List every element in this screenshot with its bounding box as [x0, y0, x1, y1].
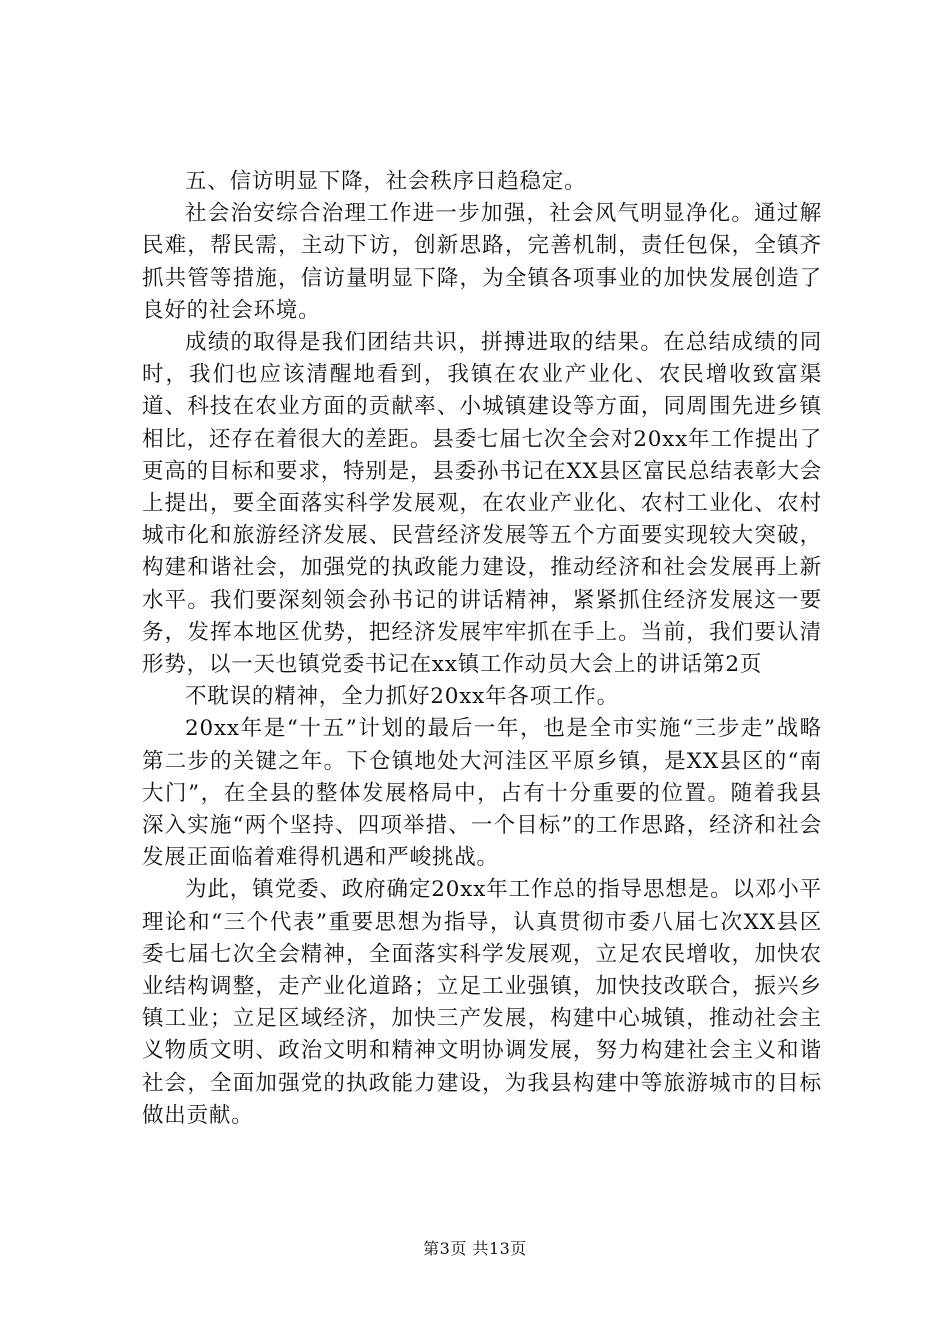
paragraph: 20xx年是“十五”计划的最后一年，也是全市实施“三步走”战略第二步的关键之年。下仓镇地处大河洼区平原乡镇，是XX县区的“南大门”，在全县的整体发展格局中，占有十分重要的位置。随着我县深入实施“两个坚持、四项举措、一个目标”的工作思路，经济和社会发展正面临着难得机遇和严峻挑战。: [142, 716, 822, 871]
paragraph: 成绩的取得是我们团结共识，拼搏进取的结果。在总结成绩的同时，我们也应该清醒地看到，我镇在农业产业化、农民增收致富渠道、科技在农业方面的贡献率、小城镇建设等方面，同周围先进乡镇相比，还存在着很大的差距。县委七届七次全会对20xx年工作提出了更高的目标和要求，特别是，县委孙书记在XX县区富民总结表彰大会上提出，要全面落实科学发展观，在农业产业化、农村工业化、农村城市化和旅游经济发展、民营经济发展等五个方面要实现较大突破，构建和谐社会，加强党的执政能力建设，推动经济和社会发展再上新水平。我们要深刻领会孙书记的讲话精神，紧紧抓住经济发展这一要务，发挥本地区优势，把经济发展牢牢抓在手上。当前，我们要认清形势，以一天也镇党委书记在xx镇工作动员大会上的讲话第2页: [142, 330, 822, 678]
section-heading: 五、信访明显下降，社会秩序日趋稳定。: [185, 169, 587, 194]
page-footer: 第3页 共13页: [423, 1239, 527, 1258]
paragraph: 为此，镇党委、政府确定20xx年工作总的指导思想是。以邓小平理论和“三个代表”重要思想为指导，认真贯彻市委八届七次XX县区委七届七次全会精神，全面落实科学发展观，立足农民增收，加快农业结构调整，走产业化道路；立足工业强镇，加快技改联合，振兴乡镇工业；立足区域经济，加快三产发展，构建中心城镇，推动社会主义物质文明、政治文明和精神文明协调发展，努力构建社会主义和谐社会，全面加强党的执政能力建设，为我县构建中等旅游城市的目标做出贡献。: [142, 877, 822, 1128]
paragraph: 社会治安综合治理工作进一步加强，社会风气明显净化。通过解民难，帮民需，主动下访，创新思路，完善机制，责任包保，全镇齐抓共管等措施，信访量明显下降，为全镇各项事业的加快发展创造了良好的社会环境。: [142, 201, 822, 323]
document-body: [142, 166, 822, 1132]
paragraph: 不耽误的精神，全力抓好20xx年各项工作。: [185, 684, 619, 710]
